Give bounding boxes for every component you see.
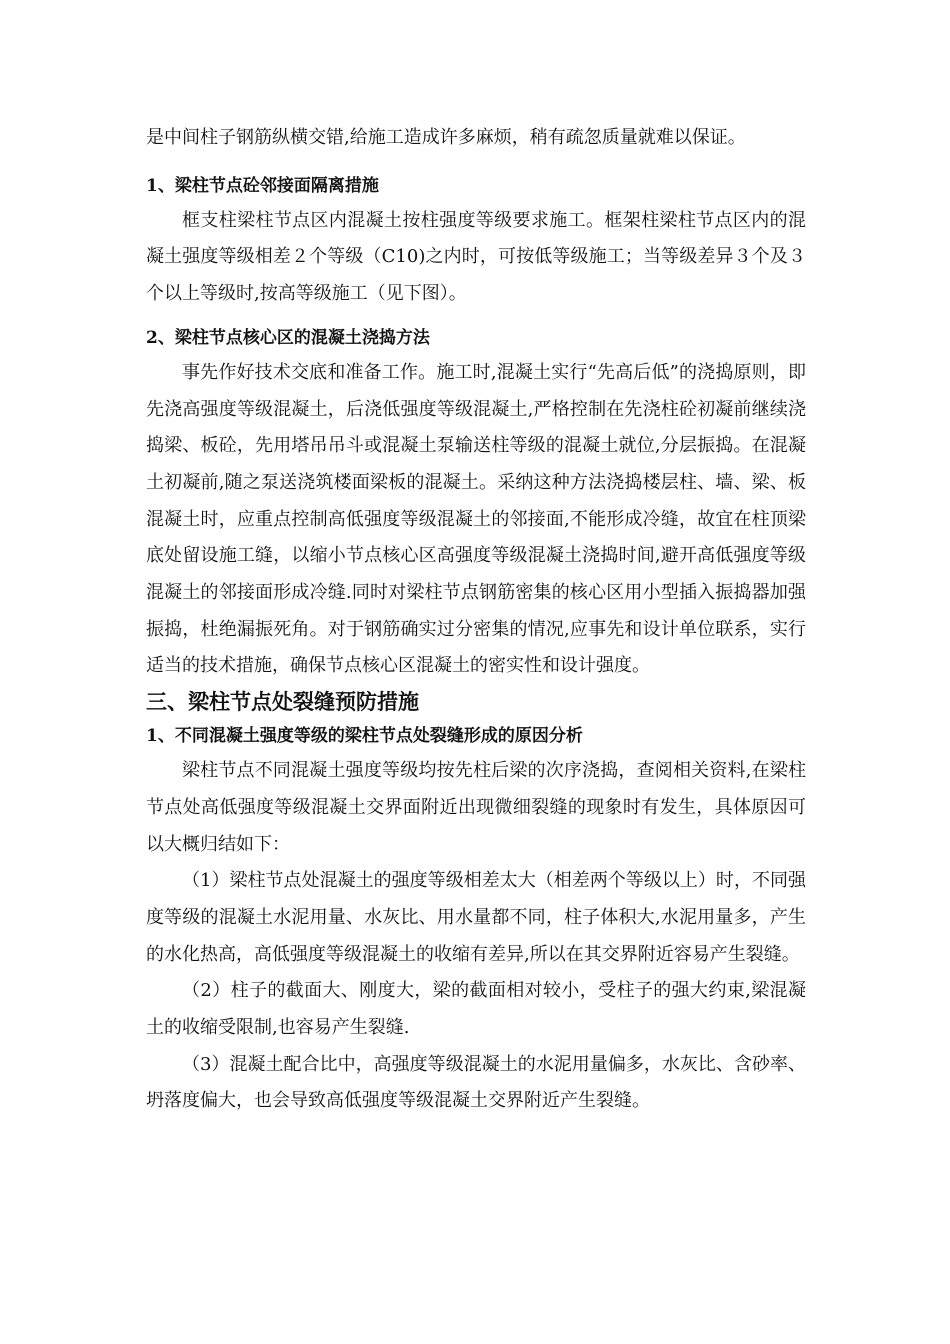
heading-pouring-method: 2、梁柱节点核心区的混凝土浇捣方法	[146, 327, 430, 348]
heading-isolation-measures: 1、梁柱节点砼邻接面隔离措施	[146, 175, 379, 196]
paragraph-pouring: 事先作好技术交底和准备工作。施工时,混凝土实行“先高后低”的浇捣原则，即先浇高强度等级混凝土，后浇低强度等级混凝土,严格控制在先浇柱砼初凝前继续浇捣梁、板砼，先用塔吊吊斗或混凝土泵输送柱等级的混凝土就位,分层振捣。在混凝土初凝前,随之泵送浇筑楼面梁板的混凝土。采纳这种方法浇捣楼层柱、墙、梁、板混凝土时，应重点控制高低强度等级混凝土的邻接面,不能形成冷缝，故宜在柱顶梁底处留设施工缝，以缩小节点核心区高强度等级混凝土浇捣时间,避开高低强度等级混凝土的邻接面形成冷缝.同时对梁柱节点钢筋密集的核心区用小型插入振捣器加强振捣，杜绝漏振死角。对于钢筋确实过分密集的情况,应事先和设计单位联系，实行适当的技术措施，确保节点核心区混凝土的密实性和设计强度。	[146, 361, 806, 677]
paragraph-causes-intro: 梁柱节点不同混凝土强度等级均按先柱后梁的次序浇捣，查阅相关资料,在梁柱节点处高低强度等级混凝土交界面附近出现微细裂缝的现象时有发生，具体原因可以大概归结如下：	[146, 760, 806, 855]
heading-cause-analysis: 1、不同混凝土强度等级的梁柱节点处裂缝形成的原因分析	[146, 726, 583, 747]
paragraph-cause-1: （1）梁柱节点处混凝土的强度等级相差太大（相差两个等级以上）时，不同强度等级的混凝土水泥用量、水灰比、用水量都不同，柱子体积大,水泥用量多，产生的水化热高，高低强度等级混凝土的收缩有差异,所以在其交界附近容易产生裂缝。	[146, 870, 806, 965]
document-body	[146, 120, 806, 1120]
paragraph-isolation: 框支柱梁柱节点区内混凝土按柱强度等级要求施工。框架柱梁柱节点区内的混凝土强度等级相差２个等级（C10)之内时，可按低等级施工；当等级差异３个及３个以上等级时,按高等级施工（见下图）。	[146, 209, 806, 305]
paragraph-cause-2: （2）柱子的截面大、刚度大，梁的截面相对较小，受柱子的强大约束,梁混凝土的收缩受限制,也容易产生裂缝.	[146, 980, 806, 1039]
paragraph-continuation: 是中间柱子钢筋纵横交错,给施工造成许多麻烦，稍有疏忽质量就难以保证。	[146, 127, 746, 148]
paragraph-cause-3: （3）混凝土配合比中，高强度等级混凝土的水泥用量偏多，水灰比、含砂率、坍落度偏大，也会导致高低强度等级混凝土交界附近产生裂缝。	[146, 1053, 806, 1112]
section-heading-crack-prevention: 三、梁柱节点处裂缝预防措施	[146, 689, 419, 715]
